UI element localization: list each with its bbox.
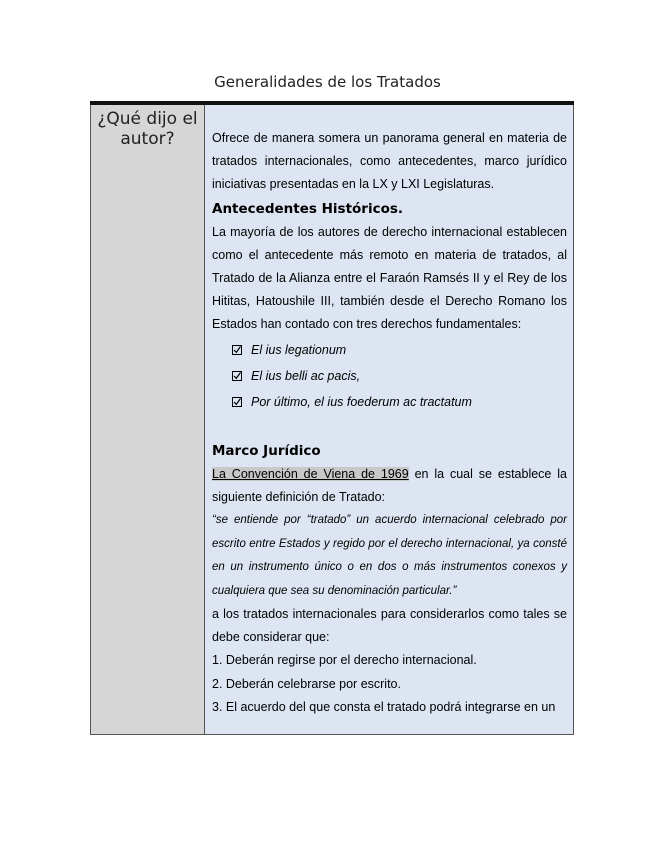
marco-heading: Marco Jurídico [212, 442, 321, 459]
content-table [90, 105, 574, 735]
list-item [232, 363, 567, 389]
right-content-cell [205, 105, 573, 734]
left-header-cell [91, 105, 205, 734]
numbered-item: 1. Deberán regirse por el derecho internacional. [212, 653, 477, 668]
left-header-label: ¿Qué dijo el autor? [97, 109, 198, 149]
after-quote-paragraph: a los tratados internacionales para considerarlos como tales se debe considerar que: [212, 607, 567, 645]
marco-paragraph-text: en la cual se establece la siguiente definición de Tratado: [212, 466, 567, 504]
page-title: Generalidades de los Tratados [214, 73, 441, 91]
checked-box-icon [232, 397, 242, 407]
intro-paragraph: Ofrece de manera somera un panorama general en materia de tratados internacionales, como antecedentes, marco jurídico iniciativas presentadas en la LX y LXI Legislaturas. [212, 131, 567, 192]
antecedentes-heading: Antecedentes Históricos. [212, 200, 404, 217]
list-item [232, 389, 567, 415]
list-item-text: El ius belli ac pacis, [251, 368, 361, 383]
numbered-item: 2. Deberán celebrarse por escrito. [212, 676, 401, 691]
antecedentes-paragraph: La mayoría de los autores de derecho internacional establecen como el antecedente más remoto en materia de tratados, al Tratado de la Alianza entre el Faraón Ramsés II y el Rey de los Hititas, Hatoushile III, también desde el Derecho Romano los Estados han contado con tres derechos fundamentales: [212, 224, 567, 332]
treaty-definition-quote: “se entiende por “tratado” un acuerdo internacional celebrado por escrito entre Estados y regido por el derecho internacional, ya consté en un instrumento único o en dos o más instrumentos conexos y cualquiera que sea su denominación particular.” [212, 514, 567, 597]
checked-box-icon [232, 371, 242, 381]
marco-paragraph [212, 463, 567, 509]
checked-box-icon [232, 345, 242, 355]
convention-link[interactable]: La Convención de Viena de 1969 [212, 466, 409, 481]
numbered-item: 3. El acuerdo del que consta el tratado podrá integrarse en un [212, 699, 556, 714]
list-item-text: Por último, el ius foederum ac tractatum [251, 394, 472, 409]
rights-list [212, 337, 567, 415]
list-item-text: El ius legationum [251, 342, 347, 357]
list-item [232, 337, 567, 363]
